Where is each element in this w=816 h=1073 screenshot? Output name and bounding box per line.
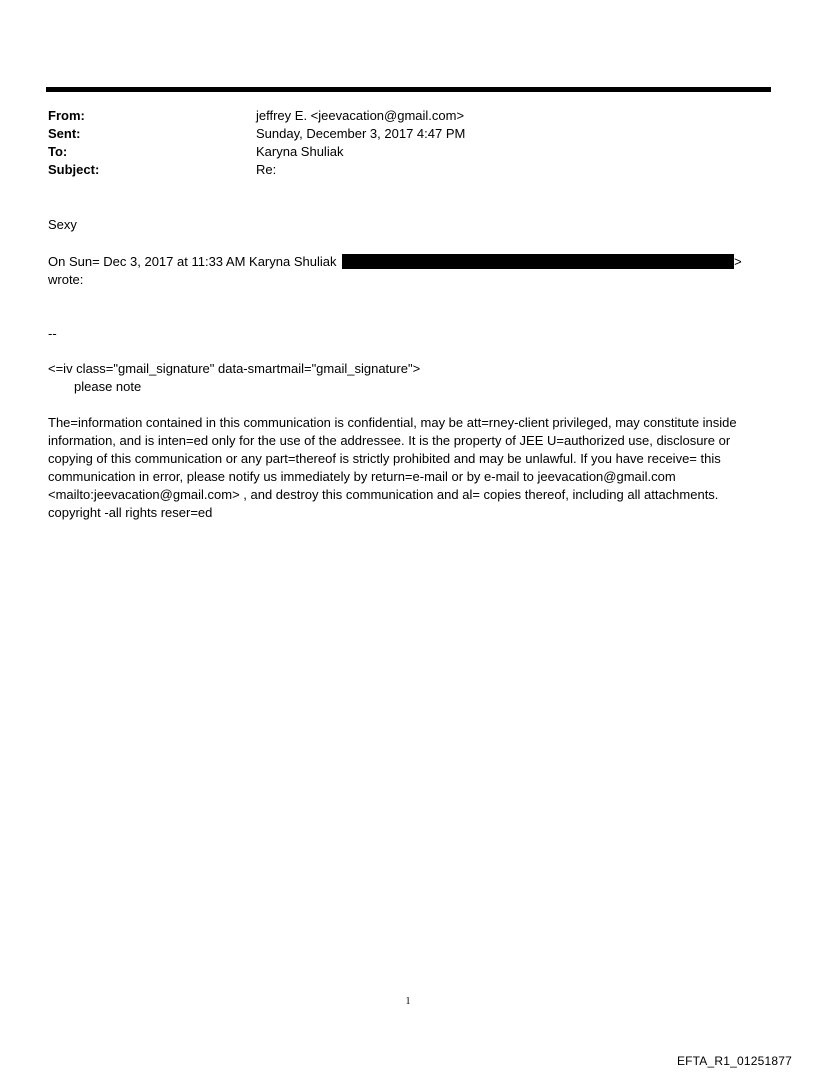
from-value: jeffrey E. <jeevacation@gmail.com> [256, 108, 465, 123]
greeting-text: Sexy [48, 217, 77, 232]
subject-label: Subject: [48, 162, 100, 177]
quoted-reply-intro [48, 253, 764, 289]
confidentiality-disclaimer: The=information contained in this communication is confidential, may be att=rney-client privileged, may constitute inside information, and is inten=ed only for the use of the addressee. It is the property of JEE U=authorized use, disclosure or copying of this communication or any part=thereof is strictly prohibited and may be unlawful. If you have receive= this communication in error, please notify us immediately by return=e-mail or by e-mail to jeevacation@gmail.com <mailto:jeevacation@gmail.com> , and destroy this communication and al= copies thereof, including all attachments. copyright -all rights reser=ed [48, 415, 737, 520]
quote-wrote-text: wrote: [48, 272, 84, 287]
to-label: To: [48, 144, 68, 159]
sent-label: Sent: [48, 126, 81, 141]
header-divider [46, 87, 771, 92]
subject-row [48, 161, 768, 179]
quote-intro-text: On Sun= Dec 3, 2017 at 11:33 AM Karyna Shuliak [48, 254, 337, 269]
from-label: From: [48, 108, 85, 123]
page-number: 1 [405, 996, 411, 1007]
from-row [48, 107, 768, 125]
quote-close-bracket: > [734, 254, 742, 269]
sent-value: Sunday, December 3, 2017 4:47 PM [256, 126, 466, 141]
subject-value: Re: [256, 162, 277, 177]
signature-block [48, 360, 764, 396]
document-id: EFTA_R1_01251877 [676, 1054, 792, 1068]
signature-separator: -- [48, 326, 57, 341]
redaction-bar [342, 254, 734, 269]
quote-line [48, 253, 764, 271]
email-header [48, 107, 768, 179]
sent-row [48, 125, 768, 143]
signature-note: please note [74, 379, 142, 394]
to-row [48, 143, 768, 161]
signature-code-text: <=iv class="gmail_signature" data-smartmail="gmail_signature"> [48, 361, 421, 376]
to-value: Karyna Shuliak [256, 144, 344, 159]
